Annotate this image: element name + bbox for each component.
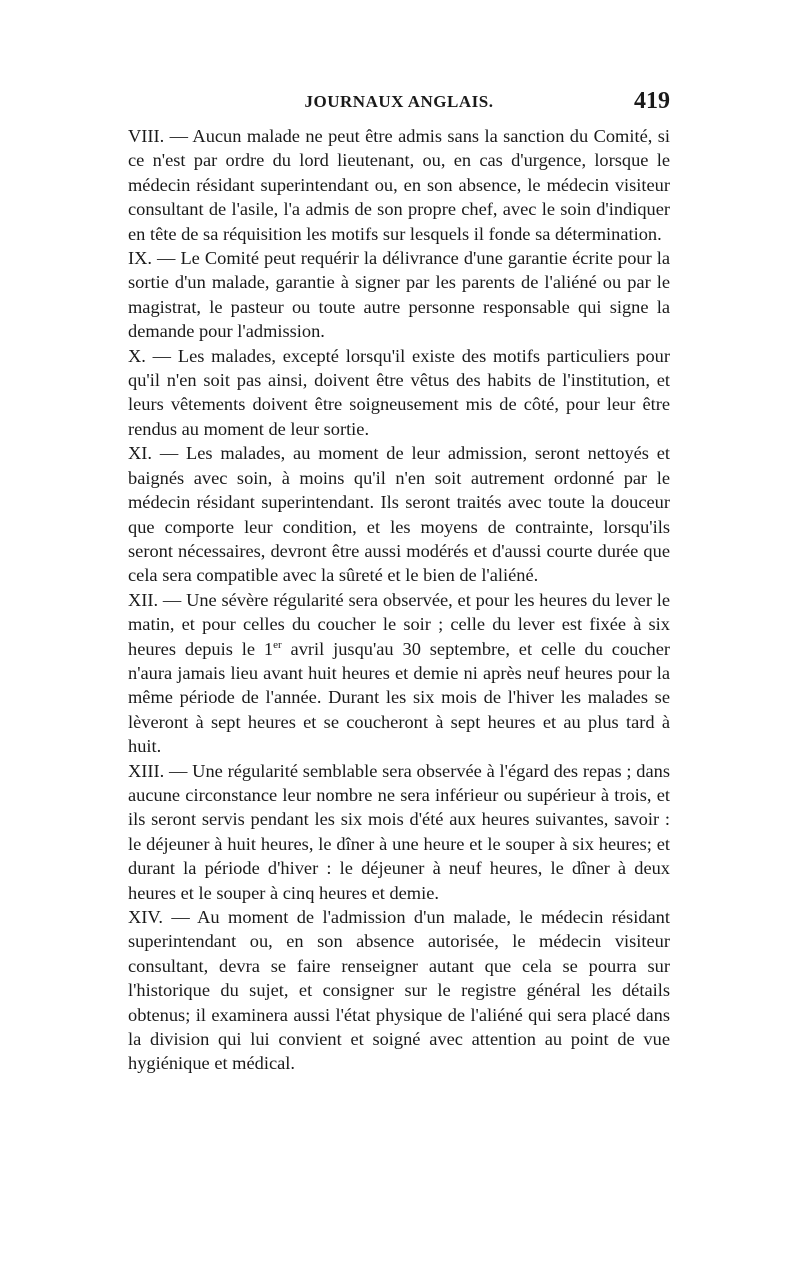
article-number: VIII. <box>128 126 165 146</box>
article-text-after-sup: avril jusqu'au 30 septembre, et celle du coucher n'aura jamais lieu avant huit heures et demie ni après neuf heures pour la même période de l'année. Durant les six mois de l'hiver les malades se lèveront à sept heures et se coucheront à sept heures et au plus tard à huit. <box>128 638 670 757</box>
page <box>128 88 670 1076</box>
article-text-before-sup: — Une sévère régularité sera observée, et pour les heures du lever le matin, et pour celles du coucher le soir ; celle du lever est fixée à six heures depuis le 1 <box>128 589 670 659</box>
page-number: 419 <box>634 88 670 114</box>
article-number: IX. <box>128 248 153 269</box>
article-number: XII. <box>128 589 159 610</box>
article-xii <box>128 588 670 759</box>
ordinal-superscript: er <box>273 638 282 651</box>
article-text: — Les malades, excepté lorsqu'il existe des motifs particuliers pour qu'il n'en soit pas ainsi, doivent être vêtus des habits de l'institution, et leurs vêtements doivent être soigneusement mis de côté, pour leur être rendus au moment de leur sortie. <box>128 345 670 439</box>
running-head <box>128 88 670 118</box>
article-text: — Au moment de l'admission d'un malade, le médecin résidant superintendant ou, en son absence autorisée, le médecin visiteur consultant, devra se faire renseigner autant que cela se pourra sur l'historique du sujet, et consigner sur le registre général les détails obtenus; il examinera aussi l'état physique de l'aliéné qui sera placé dans la division qui lui convient et soigné avec attention au point de vue hygiénique et médical. <box>128 907 670 1074</box>
running-title: JOURNAUX ANGLAIS. <box>304 92 494 111</box>
article-viii <box>128 124 670 246</box>
article-xiv <box>128 905 670 1076</box>
article-xiii <box>128 759 670 905</box>
article-text: — Une régularité semblable sera observée à l'égard des repas ; dans aucune circonstance leur nombre ne sera inférieur ou supérieur à trois, et ils seront servis pendant les six mois d'été aux heures suivantes, savoir : le déjeuner à huit heures, le dîner à une heure et le souper à six heures; et durant la période d'hiver : le déjeuner à neuf heures, le dîner à deux heures et le souper à cinq heures et demie. <box>128 760 670 903</box>
article-number: XIV. <box>128 907 163 927</box>
article-number: X. <box>128 345 146 366</box>
article-number: XIII. <box>128 760 165 781</box>
article-xi <box>128 441 670 587</box>
article-text: — Aucun malade ne peut être admis sans la sanction du Comité, si ce n'est par ordre du lord lieutenant, ou, en cas d'urgence, lorsque le médecin résidant superintendant ou, en son absence, le médecin visiteur consultant de l'asile, l'a admis de son propre chef, avec le soin d'indiquer en tête de sa réquisition les motifs sur lesquels il fonde sa détermination. <box>128 126 670 244</box>
article-x <box>128 344 670 442</box>
article-text: — Les malades, au moment de leur admission, seront nettoyés et baignés avec soin, à moins qu'il n'en soit autrement ordonné par le médecin résidant superintendant. Ils seront traités avec toute la douceur que comporte leur condition, et les moyens de contrainte, lorsqu'ils seront nécessaires, devront être aussi modérés et d'aussi courte durée que cela sera compatible avec la sûreté et le bien de l'aliéné. <box>128 443 670 586</box>
article-number: XI. <box>128 443 153 464</box>
article-ix <box>128 246 670 344</box>
article-text: — Le Comité peut requérir la délivrance d'une garantie écrite pour la sortie d'un malade, garantie à signer par les parents de l'aliéné ou par le magistrat, le pasteur ou toute autre personne responsable qui signe la demande pour l'admission. <box>128 248 670 342</box>
